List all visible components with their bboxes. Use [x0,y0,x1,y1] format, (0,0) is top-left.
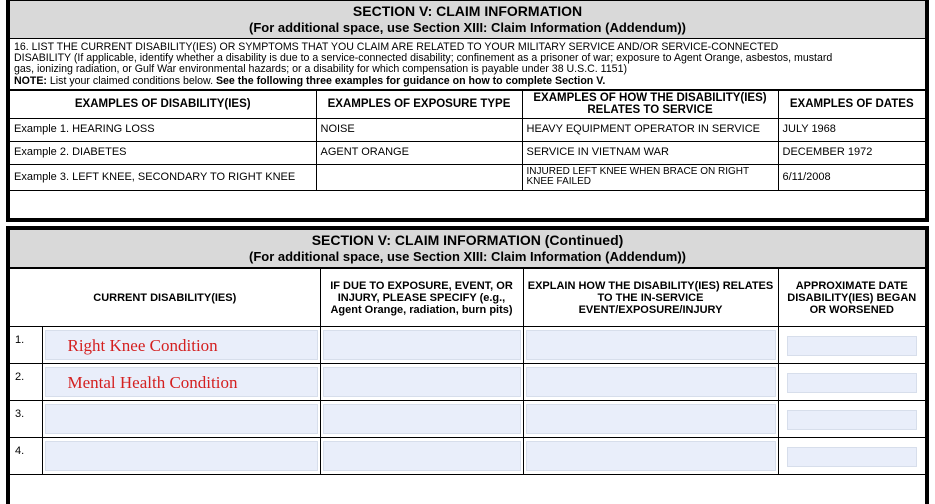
instructions-note [14,76,921,87]
header-approximate-date: APPROXIMATE DATE DISABILITY(IES) BEGAN OR WORSENED [778,269,925,327]
date-field[interactable] [787,447,918,467]
example-date: JULY 1968 [778,118,925,141]
header-examples-disability: EXAMPLES OF DISABILITY(IES) [10,90,316,118]
header-examples-relation: EXAMPLES OF HOW THE DISABILITY(IES) RELATES TO SERVICE [522,90,778,118]
example-exposure: NOISE [316,118,522,141]
disability-field[interactable] [45,404,318,434]
section-v-continued-panel [6,226,929,504]
claim-row [10,327,925,364]
example-disability: Example 1. HEARING LOSS [10,118,316,141]
disability-field[interactable]: Right Knee Condition [45,330,318,360]
examples-table [10,90,925,191]
section-subtitle: (For additional space, use Section XIII: Claim Information (Addendum)) [249,249,686,264]
example-disability: Example 3. LEFT KNEE, SECONDARY TO RIGHT KNEE [10,164,316,190]
example-exposure [316,164,522,190]
explain-field[interactable] [526,441,776,471]
row-number: 3. [10,401,42,438]
instructions [10,39,925,90]
example-row [10,141,925,164]
example-date: DECEMBER 1972 [778,141,925,164]
section-header [10,1,925,39]
exposure-field[interactable] [323,330,521,360]
claim-row [10,364,925,401]
explain-field[interactable] [526,367,776,397]
instructions-line-1: 16. LIST THE CURRENT DISABILITY(IES) OR SYMPTOMS THAT YOU CLAIM ARE RELATED TO YOUR MILITARY SERVICE AND/OR SERVICE-CONNECTED [14,41,779,53]
note-label: NOTE: [14,74,47,87]
section-subtitle: (For additional space, use Section XIII: Claim Information (Addendum)) [249,20,686,35]
header-exposure-specify: IF DUE TO EXPOSURE, EVENT, OR INJURY, PLEASE SPECIFY (e.g., Agent Orange, radiation, burn pits) [320,269,523,327]
note-bold-text: See the following three examples for guidance on how to complete Section V. [215,74,606,87]
claim-table [10,268,925,475]
section-title: SECTION V: CLAIM INFORMATION [352,3,583,19]
example-row [10,118,925,141]
section-header [10,230,925,268]
claim-row [10,401,925,438]
example-disability: Example 2. DIABETES [10,141,316,164]
date-field[interactable] [787,410,918,430]
header-explain-relation: EXPLAIN HOW THE DISABILITY(IES) RELATES TO THE IN-SERVICE EVENT/EXPOSURE/INJURY [523,269,778,327]
example-exposure: AGENT ORANGE [316,141,522,164]
note-text: List your claimed conditions below. [46,74,216,87]
date-field[interactable] [787,373,918,393]
example-row [10,164,925,190]
claim-row [10,438,925,475]
example-relation: HEAVY EQUIPMENT OPERATOR IN SERVICE [522,118,778,141]
disability-field[interactable]: Mental Health Condition [45,367,318,397]
exposure-field[interactable] [323,367,521,397]
example-date: 6/11/2008 [778,164,925,190]
exposure-field[interactable] [323,441,521,471]
section-title: SECTION V: CLAIM INFORMATION (Continued) [311,232,624,248]
header-examples-exposure: EXAMPLES OF EXPOSURE TYPE [316,90,522,118]
row-number: 1. [10,327,42,364]
row-number: 4. [10,438,42,475]
instructions-line-2: DISABILITY (If applicable, identify whether a disability is due to a service-connected disability; confinement as a prisoner of war; exposure to Agent Orange, asbestos, mustard [14,52,833,65]
date-field[interactable] [787,336,918,356]
exposure-field[interactable] [323,404,521,434]
instructions-line-3: gas, ionizing radiation, or Gulf War environmental hazards; or a disability for which compensation is payable under 38 U.S.C. 1151) [14,63,627,76]
explain-field[interactable] [526,330,776,360]
example-relation: INJURED LEFT KNEE WHEN BRACE ON RIGHT KNEE FAILED [522,164,778,190]
row-number: 2. [10,364,42,401]
explain-field[interactable] [526,404,776,434]
example-relation: SERVICE IN VIETNAM WAR [522,141,778,164]
disability-field[interactable] [45,441,318,471]
header-examples-dates: EXAMPLES OF DATES [778,90,925,118]
header-current-disability: CURRENT DISABILITY(IES) [10,269,320,327]
section-v-examples-panel [6,0,929,222]
